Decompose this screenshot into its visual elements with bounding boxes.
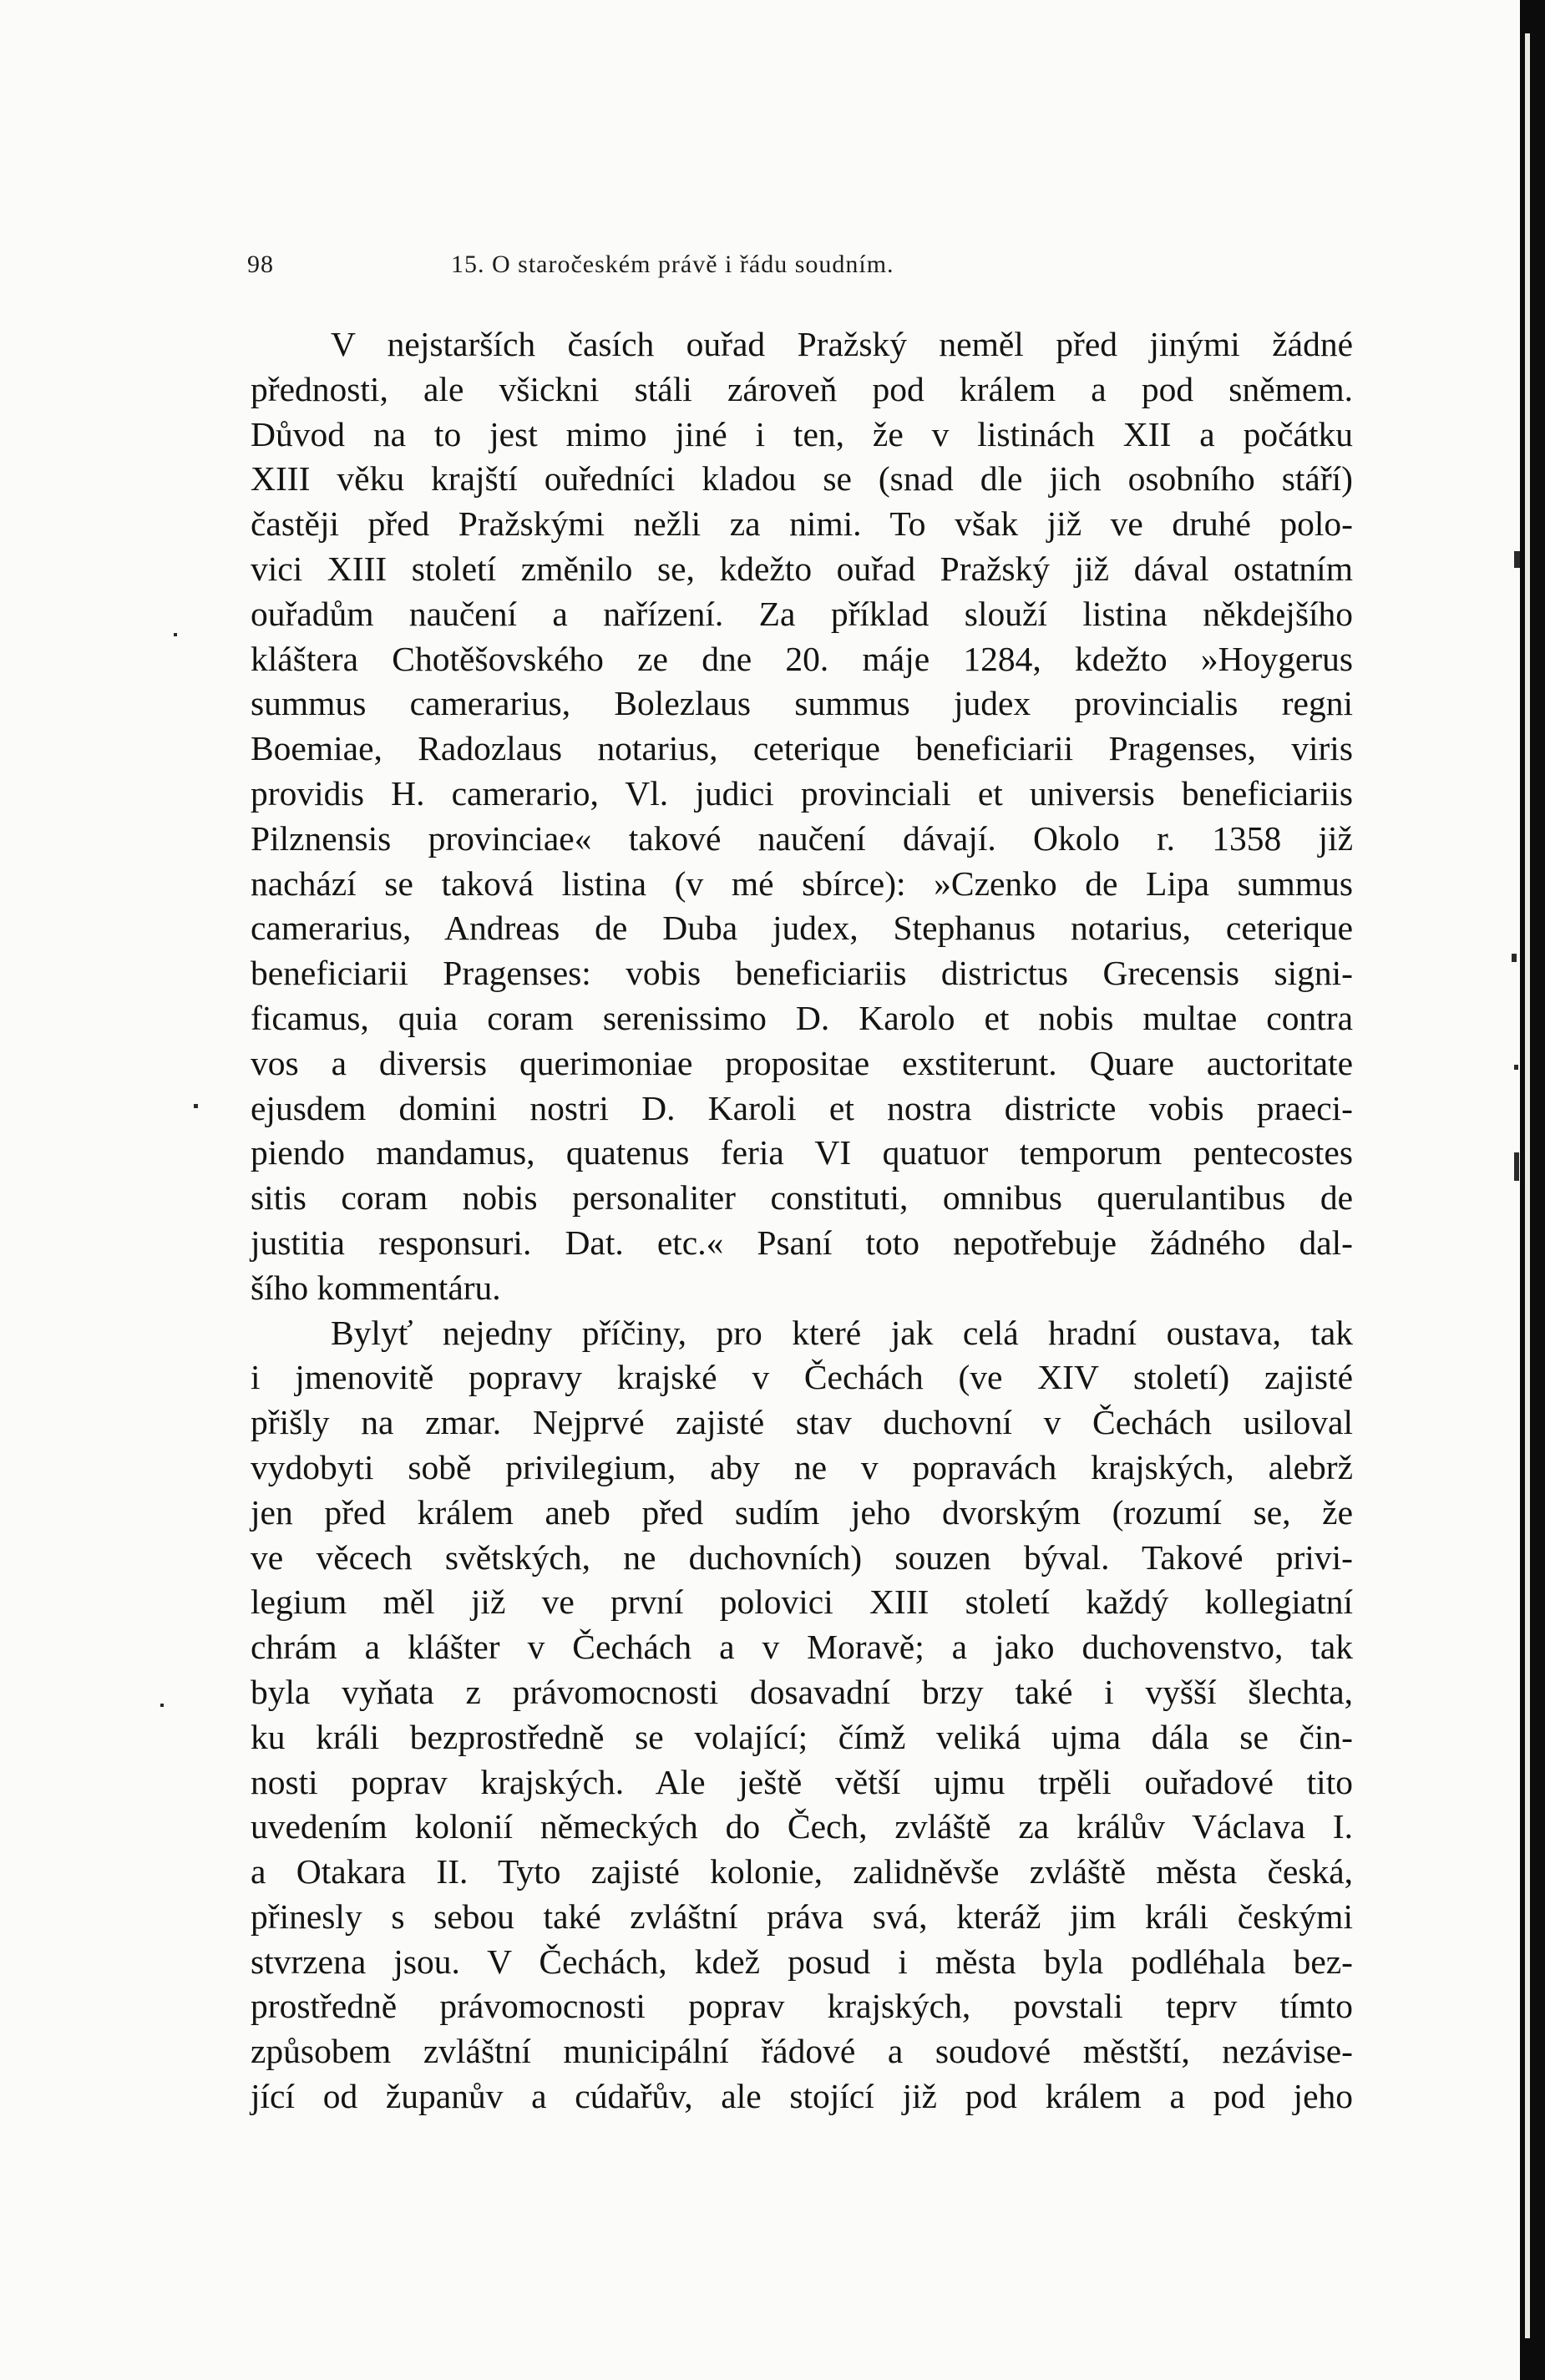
text-line: nosti poprav krajských. Ale ještě větší ujmu trpěli ouřadové tito [251, 1762, 1353, 1801]
scan-speck [1514, 551, 1520, 568]
text-line: summus camerarius, Bolezlaus summus judex provincialis regni [251, 684, 1353, 723]
scan-speck [194, 1104, 198, 1108]
text-line: camerarius, Andreas de Duba judex, Stephanus notarius, ceterique [251, 909, 1353, 948]
scan-border [1520, 0, 1545, 2380]
text-line: chrám a klášter v Čechách a v Moravě; a jako duchovenstvo, tak [251, 1628, 1353, 1667]
scan-speck [1512, 954, 1517, 962]
text-line: justitia responsuri. Dat. etc.« Psaní toto nepotřebuje žádného dal- [251, 1223, 1353, 1262]
page-edge [1525, 33, 1530, 2338]
text-line: způsobem zvláštní municipální řádové a soudové městští, nezávise- [251, 2032, 1353, 2071]
running-title: 15. O staročeském právě i řádu soudním. [451, 251, 894, 278]
page-header [247, 251, 1358, 284]
text-line: šího kommentáru. [251, 1268, 501, 1307]
text-line: ouřadům naučení a nařízení. Za příklad slouží listina někdejšího [251, 594, 1353, 633]
text-line: častěji před Pražskými nežli za nimi. To však již ve druhé polo- [251, 504, 1353, 544]
text-line: i jmenovitě popravy krajské v Čechách (ve XIV století) zajisté [251, 1358, 1353, 1397]
text-line: uvedením kolonií německých do Čech, zvláště za králův Václava I. [251, 1807, 1353, 1846]
paragraph-2 [251, 1311, 1353, 2119]
paragraph-1 [251, 322, 1353, 1311]
text-line: nachází se taková listina (v mé sbírce): »Czenko de Lipa summus [251, 863, 1353, 903]
text-line: piendo mandamus, quatenus feria VI quatuor temporum pentecostes [251, 1133, 1353, 1172]
page-number: 98 [247, 251, 274, 278]
scan-speck [1514, 1065, 1518, 1070]
text-line: beneficiarii Pragenses: vobis beneficiariis districtus Grecensis signi- [251, 954, 1353, 993]
text-line: ejusdem domini nostri D. Karoli et nostra districte vobis praeci- [251, 1088, 1353, 1127]
text-line: byla vyňata z právomocnosti dosavadní brzy také i vyšší šlechta, [251, 1672, 1353, 1711]
text-line: ve věcech světských, ne duchovních) souzen býval. Takové privi- [251, 1537, 1353, 1577]
text-line: vydobyti sobě privilegium, aby ne v popravách krajských, alebrž [251, 1447, 1353, 1486]
text-line: ficamus, quia coram serenissimo D. Karolo et nobis multae contra [251, 998, 1353, 1037]
text-line: providis H. camerario, Vl. judici provinciali et universis beneficiariis [251, 773, 1353, 813]
text-line: XIII věku krajští ouředníci kladou se (snad dle jich osobního stáří) [251, 459, 1353, 499]
text-line: legium měl již ve první polovici XIII století každý kollegiatní [251, 1582, 1353, 1622]
text-line: vos a diversis querimoniae propositae exstiterunt. Quare auctoritate [251, 1043, 1353, 1082]
text-line: vici XIII století změnilo se, kdežto ouřad Pražský již dával ostatním [251, 549, 1353, 588]
text-line: přišly na zmar. Nejprvé zajisté stav duchovní v Čechách usiloval [251, 1403, 1353, 1442]
text-line: kláštera Chotěšovského ze dne 20. máje 1284, kdežto »Hoygerus [251, 639, 1353, 678]
text-line: přinesly s sebou také zvláštní práva svá, kteráž jim králi českými [251, 1896, 1353, 1936]
scan-speck [160, 1704, 164, 1707]
text-line: Boemiae, Radozlaus notarius, ceterique beneficiarii Pragenses, viris [251, 729, 1353, 768]
body-text [251, 322, 1353, 2119]
text-line: stvrzena jsou. V Čechách, kdež posud i města byla podléhala bez- [251, 1942, 1353, 1981]
text-line: ku králi bezprostředně se volající; čímž veliká ujma dála se čin- [251, 1717, 1353, 1756]
text-line: a Otakara II. Tyto zajisté kolonie, zalidněvše zvláště města česká, [251, 1852, 1353, 1891]
text-line: přednosti, ale všickni stáli zároveň pod králem a pod sněmem. [251, 369, 1353, 408]
scan-speck [1514, 1152, 1519, 1181]
text-line: Bylyť nejedny příčiny, pro které jak celá hradní oustava, tak [331, 1313, 1353, 1352]
text-line: prostředně právomocnosti poprav krajských, povstali teprv tímto [251, 1987, 1353, 2026]
text-line: Důvod na to jest mimo jiné i ten, že v listinách XII a počátku [251, 414, 1353, 453]
text-line: Pilznensis provinciae« takové naučení dávají. Okolo r. 1358 již [251, 818, 1353, 858]
scan-speck [174, 633, 177, 636]
text-line: V nejstarších časích ouřad Pražský neměl před jinými žádné [331, 325, 1353, 363]
text-line: jen před králem aneb před sudím jeho dvorským (rozumí se, že [251, 1492, 1353, 1532]
text-line: sitis coram nobis personaliter constituti, omnibus querulantibus de [251, 1178, 1353, 1218]
text-line: jící od županův a cúdařův, ale stojící již pod králem a pod jeho [251, 2077, 1353, 2116]
